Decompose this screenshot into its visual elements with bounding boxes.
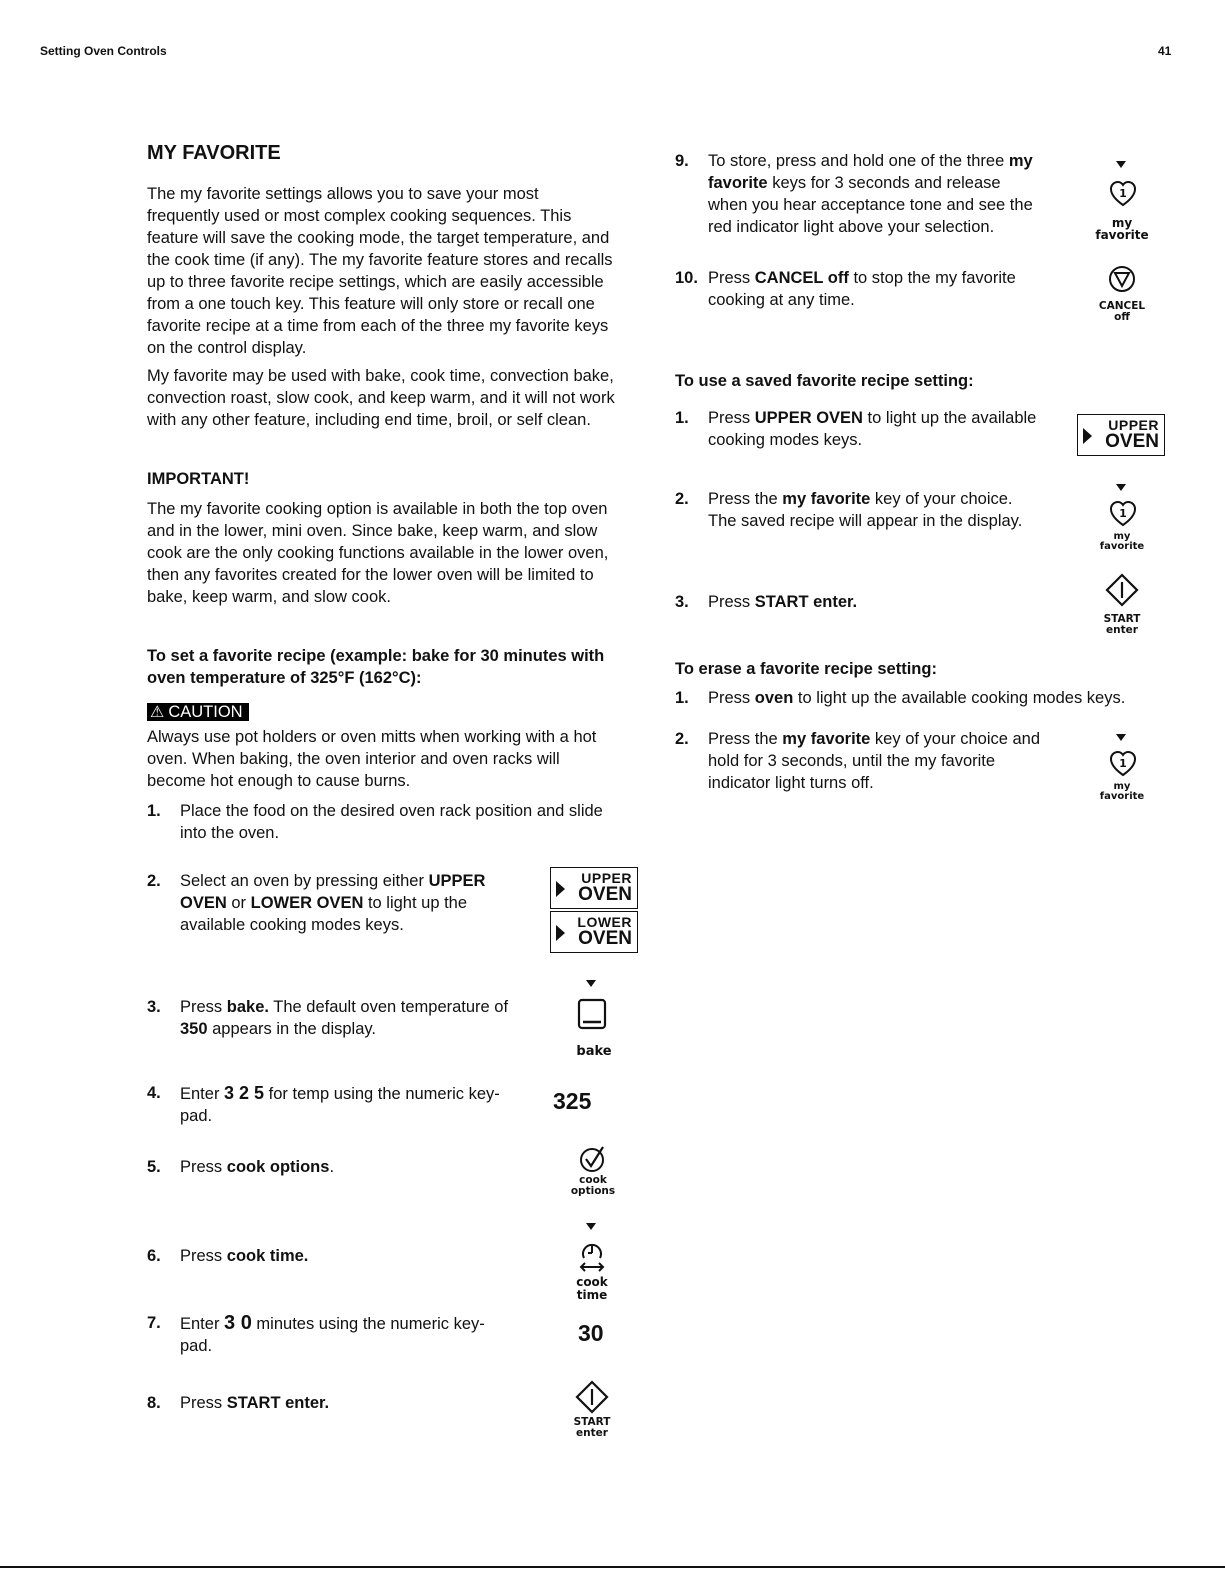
- step-8: 8. Press START enter.: [147, 1394, 330, 1412]
- step-5: 5. Press cook options.: [147, 1158, 335, 1176]
- cook-time-key[interactable]: cook time: [566, 1220, 618, 1306]
- start-enter-key[interactable]: START enter: [566, 1380, 618, 1444]
- step-2: 2. Select an oven by pressing either UPPER OVEN or LOWER OVEN to light up the available cooking modes keys.: [147, 872, 486, 934]
- page-number: 41: [1158, 44, 1172, 58]
- indicator-arrow-icon: [1116, 161, 1126, 168]
- upper-oven-key[interactable]: UPPER OVEN: [1077, 414, 1165, 456]
- erase-step-2: 2. Press the my favorite key of your choice and hold for 3 seconds, until the my favorite indicator light turns off.: [675, 730, 1041, 792]
- warning-icon: ⚠: [150, 704, 165, 721]
- use-step-2: 2. Press the my favorite key of your choice. The saved recipe will appear in the display.: [675, 490, 1023, 530]
- svg-text:1: 1: [1119, 187, 1127, 200]
- temperature-display: 325: [553, 1088, 592, 1114]
- step-7: 7. Enter 3 0 minutes using the numeric key- pad.: [147, 1312, 485, 1355]
- step-1: 1. Place the food on the desired oven rack position and slide into the oven.: [147, 802, 603, 842]
- cook-options-key[interactable]: cook options: [567, 1144, 619, 1200]
- upper-oven-key[interactable]: UPPER OVEN: [550, 867, 638, 909]
- svg-text:1: 1: [1119, 757, 1127, 770]
- set-favorite-heading: To set a favorite recipe (example: bake for 30 minutes with oven temperature of 325°F (162°C):: [147, 647, 605, 687]
- my-favorite-key[interactable]: 1 my favorite: [1094, 731, 1150, 805]
- step-10: 10. Press CANCEL off to stop the my favorite cooking at any time.: [675, 269, 1016, 309]
- bake-icon: [577, 998, 607, 1030]
- footer-rule: [0, 1566, 1225, 1568]
- caution-text: Always use pot holders or oven mitts when working with a hot oven. When baking, the oven interior and oven racks will become hot enough to cause burns.: [147, 728, 597, 790]
- step-6: 6. Press cook time.: [147, 1247, 309, 1265]
- section-title: MY FAVORITE: [147, 142, 281, 164]
- indicator-arrow-icon: [1116, 734, 1126, 741]
- erase-step-1: 1. Press oven to light up the available cooking modes keys.: [675, 689, 1126, 707]
- play-icon: [1083, 428, 1092, 444]
- step-4: 4. Enter 3 2 5 for temp using the numeric key- pad.: [147, 1083, 500, 1125]
- my-favorite-key[interactable]: 1 my favorite: [1094, 481, 1150, 555]
- checkmark-circle-icon: [578, 1144, 608, 1174]
- start-diamond-icon: [575, 1380, 609, 1414]
- caution-badge: ⚠ CAUTION: [147, 702, 249, 723]
- section-header: Setting Oven Controls: [40, 44, 167, 58]
- start-diamond-icon: [1105, 573, 1139, 607]
- svg-text:1: 1: [1119, 507, 1127, 520]
- cancel-off-key[interactable]: CANCEL off: [1094, 263, 1150, 325]
- timer-icon: [578, 1238, 606, 1278]
- start-enter-key[interactable]: START enter: [1094, 573, 1150, 639]
- use-step-1: 1. Press UPPER OVEN to light up the available cooking modes keys.: [675, 409, 1037, 449]
- indicator-arrow-icon: [586, 1223, 596, 1230]
- lower-oven-key[interactable]: LOWER OVEN: [550, 911, 638, 953]
- cancel-icon: [1106, 263, 1138, 295]
- use-favorite-heading: To use a saved favorite recipe setting:: [675, 372, 974, 390]
- play-icon: [556, 925, 565, 941]
- erase-favorite-heading: To erase a favorite recipe setting:: [675, 660, 937, 678]
- heart-icon: [1109, 180, 1137, 208]
- heart-icon: [1109, 500, 1137, 528]
- important-paragraph: The my favorite cooking option is available in both the top oven and in the lower, mini oven. Since bake, keep warm, and slow cook are the only cooking functions available in the lower oven, then any favorites created for the lower oven will be limited to bake, keep warm, and slow cook.: [147, 500, 609, 606]
- important-heading: IMPORTANT!: [147, 470, 250, 488]
- heart-icon: [1109, 750, 1137, 778]
- bake-key[interactable]: bake: [566, 977, 618, 1063]
- intro-paragraph-1: The my favorite settings allows you to save your most frequently used or most complex cooking sequences. This feature will save the cooking mode, the target temperature, and the cook time (if any). The my favorite feature stores and recalls up to three favorite recipe settings, which are easily accessible from a one touch key. This feature will only store or recall one favorite recipe at a time from each of the three my favorite keys on the control display.: [147, 185, 613, 357]
- use-step-3: 3. Press START enter.: [675, 593, 858, 611]
- intro-paragraph-2: My favorite may be used with bake, cook time, convection bake, convection roast, slow cook, and keep warm, and it will not work with any other feature, including end time, broil, or self clean.: [147, 367, 615, 429]
- indicator-arrow-icon: [1116, 484, 1126, 491]
- play-icon: [556, 881, 565, 897]
- minutes-display: 30: [578, 1320, 604, 1346]
- my-favorite-key[interactable]: 1 my favorite: [1094, 158, 1150, 244]
- step-9: 9. To store, press and hold one of the three my favorite keys for 3 seconds and release when you hear acceptance tone and see the red indicator light above your selection.: [675, 152, 1033, 236]
- indicator-arrow-icon: [586, 980, 596, 987]
- step-3: 3. Press bake. The default oven temperature of 350 appears in the display.: [147, 998, 509, 1038]
